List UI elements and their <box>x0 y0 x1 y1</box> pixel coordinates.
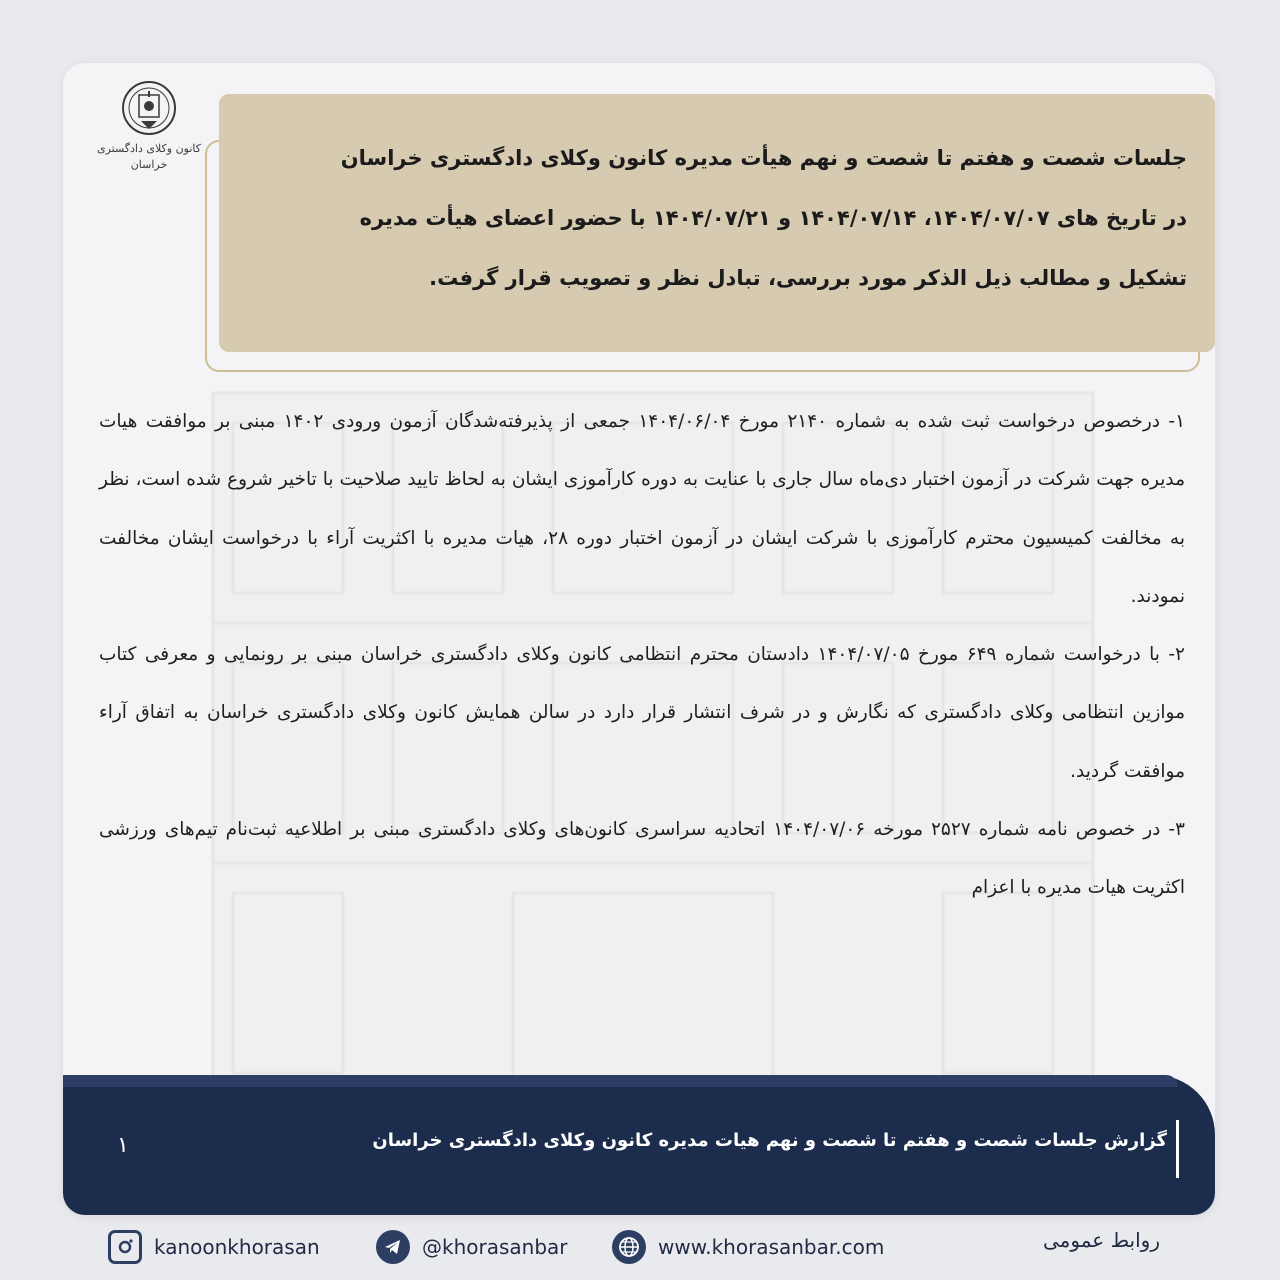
report-item-3: ۳- در خصوص نامه شماره ۲۵۲۷ مورخه ۱۴۰۴/۰۷/۰۶ اتحادیه سراسری کانون‌های وکلای دادگستری مبنی بر اطلاعیه ثبت‌نام تیم‌های ورزشی اکثریت هیات مدیره با اعزام <box>99 819 1185 899</box>
bar-association-logo <box>93 77 205 207</box>
website-contact[interactable] <box>612 1230 884 1264</box>
instagram-handle: kanoonkhorasan <box>154 1235 320 1259</box>
report-item-1: ۱- درخصوص درخواست ثبت شده به شماره ۲۱۴۰ مورخ ۱۴۰۴/۰۶/۰۴ جمعی از پذیرفته‌شدگان آزمون ورودی ۱۴۰۲ مبنی بر موافقت هیات مدیره جهت شرکت در آزمون اختبار دی‌ماه سال جاری با عنایت به دوره کارآموزی ایشان به لحاظ تایید صلاحیت با تاخیر شروع شده است، نظر به مخالفت کمیسیون محترم کارآموزی با شرکت ایشان در آزمون اختبار دوره ۲۸، هیات مدیره با اکثریت آراء با درخواست ایشان مخالفت نمودند. <box>99 411 1185 607</box>
public-relations-label: روابط عمومی <box>1043 1228 1160 1252</box>
telegram-icon <box>376 1230 410 1264</box>
logo-text-line2: خراسان <box>130 158 168 171</box>
footer-divider <box>1176 1120 1179 1178</box>
website-url: www.khorasanbar.com <box>658 1235 885 1259</box>
logo-text-line1: کانون وکلای دادگستری <box>96 142 202 155</box>
header-text: جلسات شصت و هفتم تا شصت و نهم هیأت مدیره کانون وکلای دادگستری خراسان در تاریخ های ۱۴۰۴/۰۷/۰۷، ۱۴۰۴/۰۷/۱۴ و ۱۴۰۴/۰۷/۲۱ با حضور اعضای هیأت مدیره تشکیل و مطالب ذیل الذکر مورد بررسی، تبادل نظر و تصویب قرار گرفت. <box>340 146 1187 290</box>
report-card <box>63 63 1215 1215</box>
globe-icon <box>612 1230 646 1264</box>
footer-accent-strip <box>63 1075 1178 1087</box>
instagram-icon <box>108 1230 142 1264</box>
bar-association-emblem-icon <box>121 77 177 139</box>
instagram-contact[interactable] <box>108 1230 320 1264</box>
report-body <box>99 393 1185 918</box>
page-number: ۱ <box>117 1133 129 1158</box>
header-box <box>219 94 1215 352</box>
telegram-handle: @khorasanbar <box>422 1235 568 1259</box>
telegram-contact[interactable] <box>376 1230 568 1264</box>
footer-title: گزارش جلسات شصت و هفتم تا شصت و نهم هیات مدیره کانون وکلای دادگستری خراسان <box>372 1130 1167 1151</box>
report-item-2: ۲- با درخواست شماره ۶۴۹ مورخ ۱۴۰۴/۰۷/۰۵ دادستان محترم انتظامی کانون وکلای دادگستری خراسان مبنی بر رونمایی و معرفی کتاب موازین انتظامی وکلای دادگستری که نگارش و در شرف انتشار قرار دارد در سالن همایش کانون وکلای دادگستری خراسان به اتفاق آراء موافقت گردید. <box>99 644 1185 782</box>
